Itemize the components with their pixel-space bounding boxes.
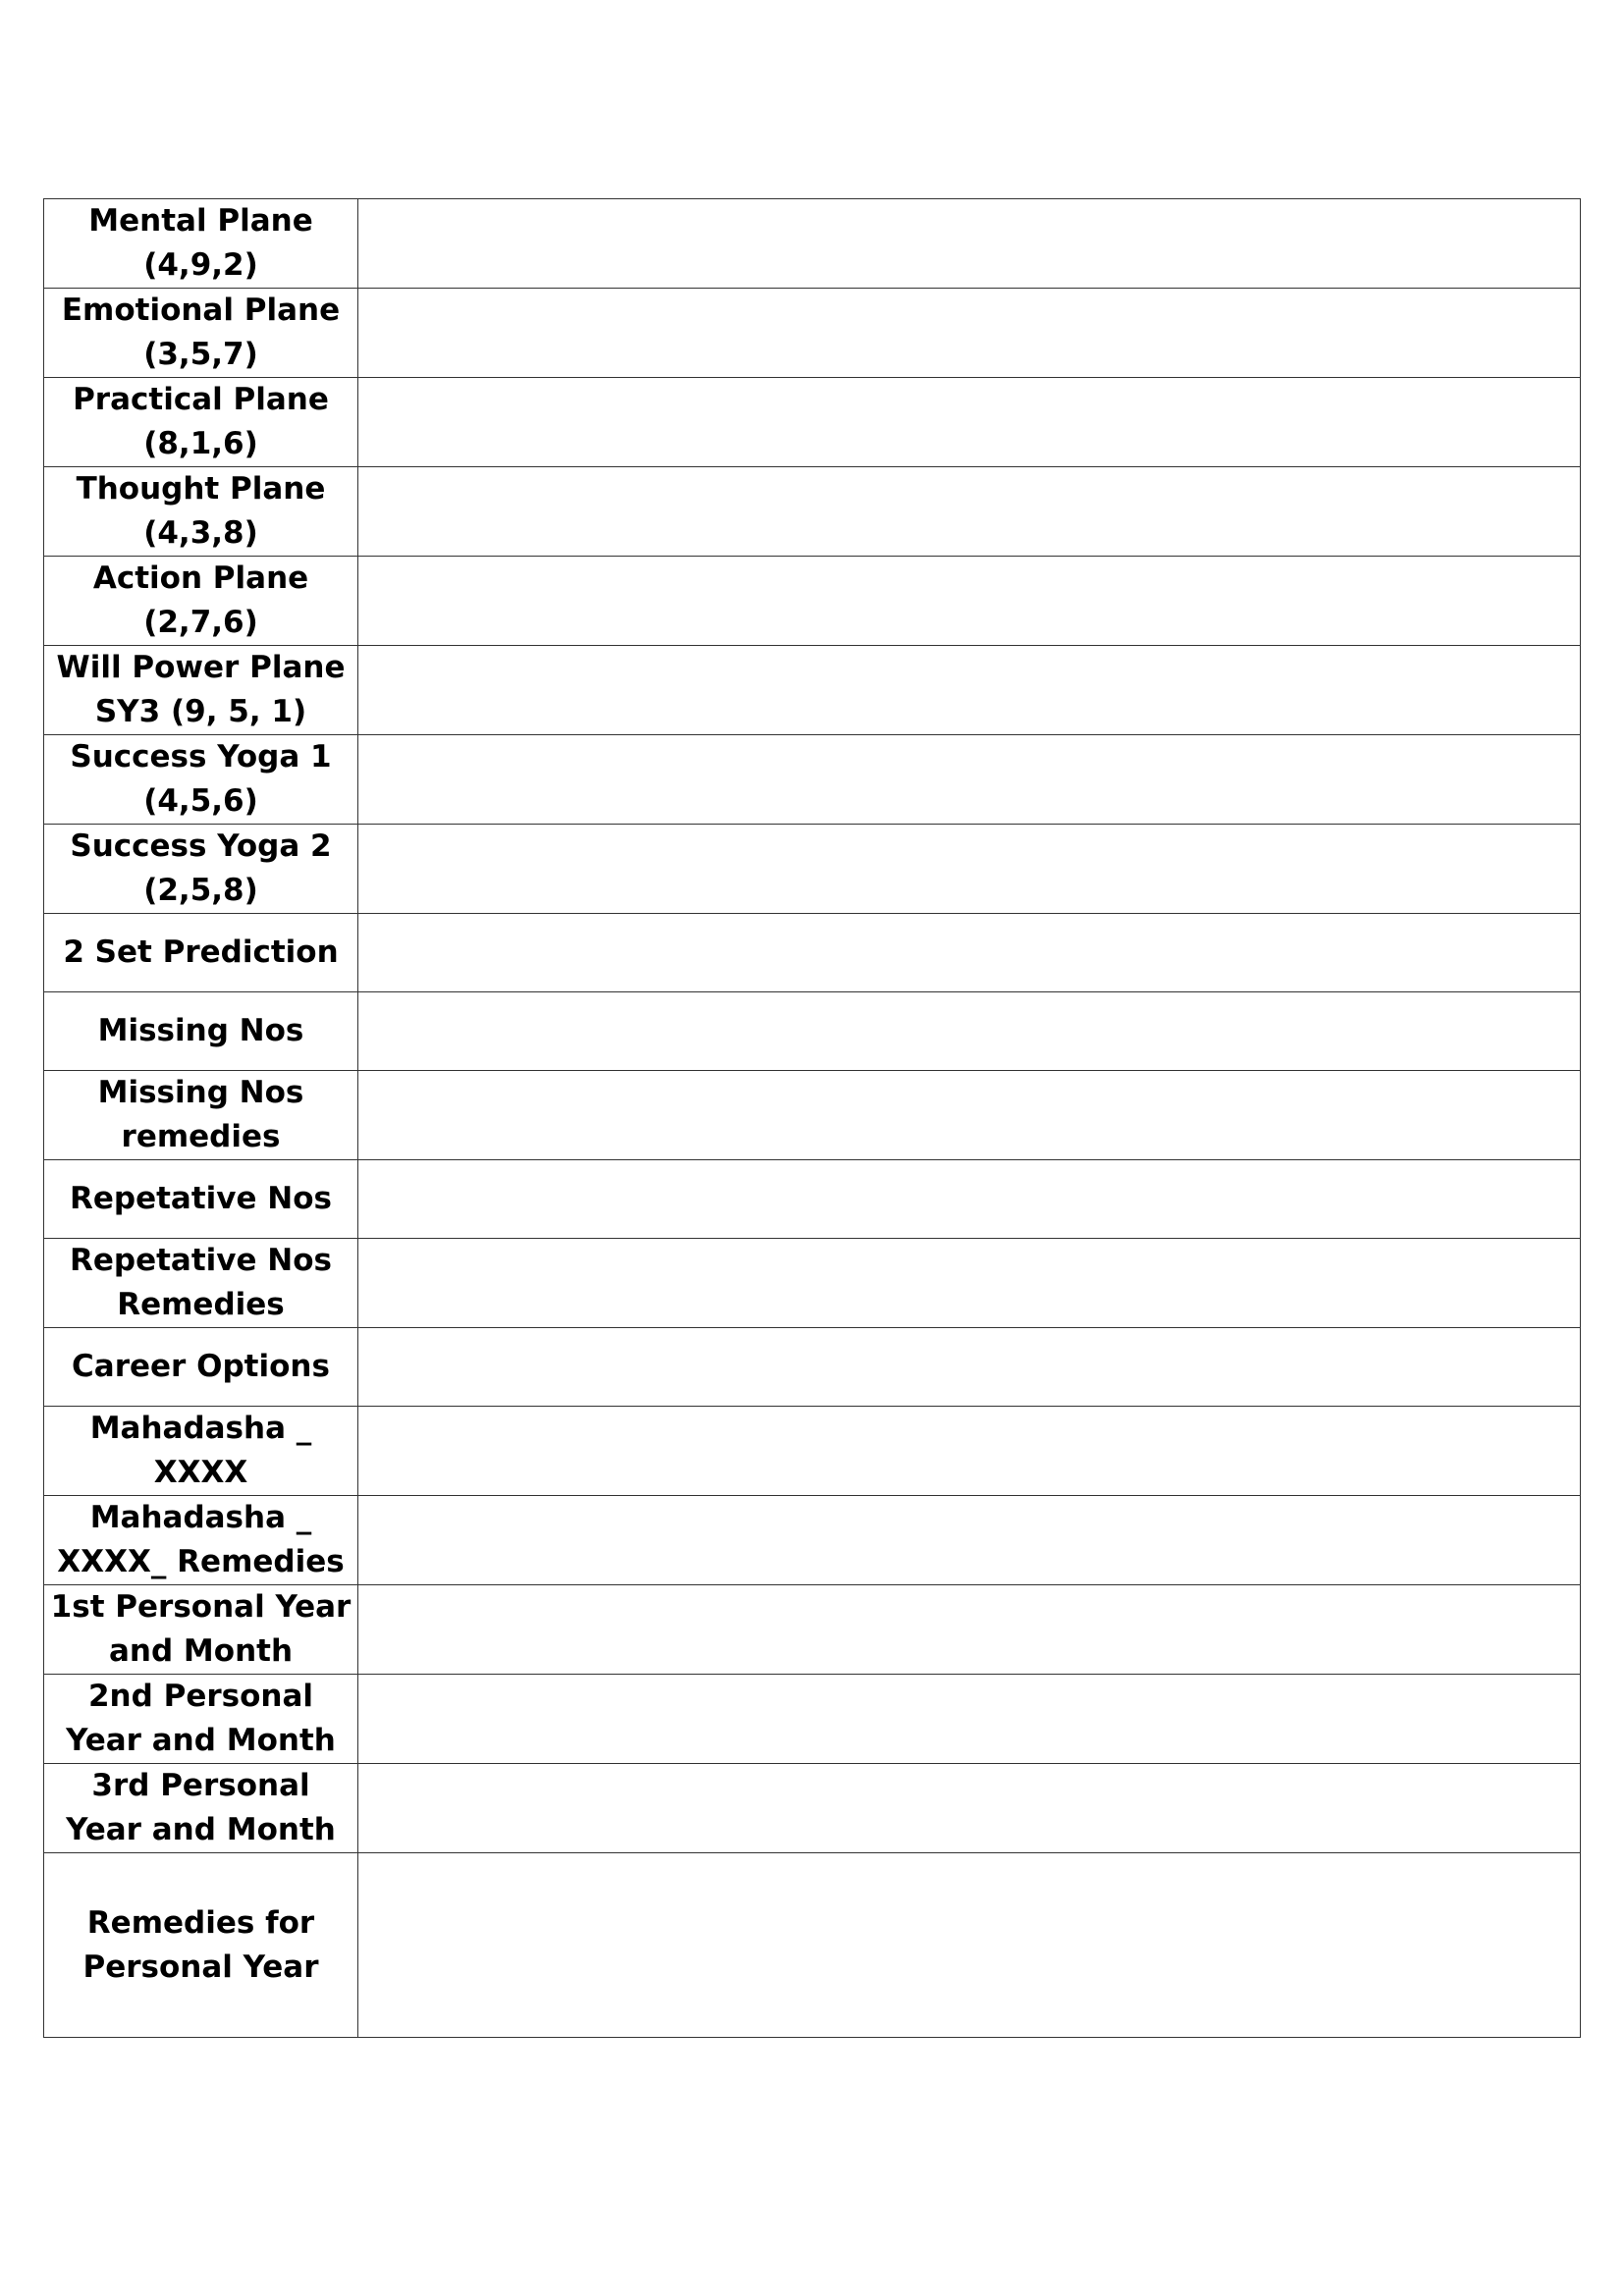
row-label xyxy=(44,1407,358,1496)
row-success-yoga-1 xyxy=(44,735,1581,825)
label-line-1: Thought Plane xyxy=(76,471,326,507)
value-cell[interactable] xyxy=(358,1585,1581,1675)
row-will-power-plane xyxy=(44,646,1581,735)
value-cell[interactable] xyxy=(358,557,1581,646)
row-missing-nos-remedies xyxy=(44,1071,1581,1160)
row-label xyxy=(44,1853,358,2038)
value-cell[interactable] xyxy=(358,1407,1581,1496)
label-line-1: Emotional Plane xyxy=(61,293,341,328)
value-cell[interactable] xyxy=(358,467,1581,557)
row-label xyxy=(44,1764,358,1853)
label-line-2: (4,5,6) xyxy=(143,783,258,819)
label-line-1: Career Options xyxy=(72,1349,330,1384)
numerology-report-table xyxy=(43,198,1581,2038)
row-label xyxy=(44,1239,358,1328)
row-emotional-plane xyxy=(44,289,1581,378)
label-line-2: (4,3,8) xyxy=(143,515,258,551)
row-repetative-nos xyxy=(44,1160,1581,1239)
label-line-2: (4,9,2) xyxy=(143,247,258,283)
row-label xyxy=(44,1328,358,1407)
row-1st-personal-year xyxy=(44,1585,1581,1675)
value-cell[interactable] xyxy=(358,1328,1581,1407)
label-line-1: 2nd Personal xyxy=(87,1679,314,1714)
row-label xyxy=(44,1160,358,1239)
value-cell[interactable] xyxy=(358,1675,1581,1764)
row-label xyxy=(44,914,358,992)
row-mahadasha xyxy=(44,1407,1581,1496)
label-line-1: 2 Set Prediction xyxy=(63,934,339,970)
row-remedies-personal-year xyxy=(44,1853,1581,2038)
label-line-1: Action Plane xyxy=(92,561,309,596)
label-line-2: Year and Month xyxy=(66,1723,336,1758)
row-thought-plane xyxy=(44,467,1581,557)
value-cell[interactable] xyxy=(358,1160,1581,1239)
label-line-1: Mahadasha _ xyxy=(89,1500,312,1535)
label-line-1: Will Power Plane xyxy=(56,650,346,685)
value-cell[interactable] xyxy=(358,646,1581,735)
label-line-1: Success Yoga 2 xyxy=(70,828,332,864)
label-line-1: Mahadasha _ xyxy=(89,1411,312,1446)
value-cell[interactable] xyxy=(358,1764,1581,1853)
value-cell[interactable] xyxy=(358,378,1581,467)
row-label xyxy=(44,1675,358,1764)
row-label xyxy=(44,378,358,467)
value-cell[interactable] xyxy=(358,992,1581,1071)
row-label xyxy=(44,1585,358,1675)
label-line-1: Success Yoga 1 xyxy=(70,739,332,774)
row-success-yoga-2 xyxy=(44,825,1581,914)
value-cell[interactable] xyxy=(358,289,1581,378)
label-line-2: (2,5,8) xyxy=(143,873,258,908)
label-line-2: Remedies xyxy=(117,1287,285,1322)
value-cell[interactable] xyxy=(358,735,1581,825)
label-line-1: Practical Plane xyxy=(73,382,329,417)
row-2nd-personal-year xyxy=(44,1675,1581,1764)
row-label xyxy=(44,646,358,735)
label-line-2: Year and Month xyxy=(66,1812,336,1847)
label-line-1: Missing Nos xyxy=(97,1075,304,1110)
row-career-options xyxy=(44,1328,1581,1407)
value-cell[interactable] xyxy=(358,1239,1581,1328)
label-line-1: Repetative Nos xyxy=(69,1181,332,1216)
label-line-1: Mental Plane xyxy=(88,203,313,239)
row-label xyxy=(44,992,358,1071)
label-line-1: 1st Personal Year xyxy=(50,1589,352,1625)
row-label xyxy=(44,557,358,646)
row-label xyxy=(44,1071,358,1160)
value-cell[interactable] xyxy=(358,199,1581,289)
value-cell[interactable] xyxy=(358,1496,1581,1585)
row-label xyxy=(44,289,358,378)
row-label xyxy=(44,1496,358,1585)
label-line-2: XXXX xyxy=(153,1455,248,1490)
row-2-set-prediction xyxy=(44,914,1581,992)
row-missing-nos xyxy=(44,992,1581,1071)
row-label xyxy=(44,199,358,289)
row-action-plane xyxy=(44,557,1581,646)
label-line-1: Repetative Nos xyxy=(69,1243,332,1278)
row-label xyxy=(44,467,358,557)
label-line-2: (8,1,6) xyxy=(143,426,258,461)
label-line-2: Personal Year xyxy=(82,1949,319,1985)
label-line-2: and Month xyxy=(108,1633,294,1669)
label-line-2: XXXX_ Remedies xyxy=(57,1544,345,1579)
label-line-2: (3,5,7) xyxy=(143,337,258,372)
label-line-2: remedies xyxy=(121,1119,281,1154)
value-cell[interactable] xyxy=(358,825,1581,914)
row-mahadasha-remedies xyxy=(44,1496,1581,1585)
row-3rd-personal-year xyxy=(44,1764,1581,1853)
row-practical-plane xyxy=(44,378,1581,467)
label-line-1: Missing Nos xyxy=(97,1013,304,1048)
value-cell[interactable] xyxy=(358,914,1581,992)
row-label xyxy=(44,825,358,914)
value-cell[interactable] xyxy=(358,1853,1581,2038)
row-label xyxy=(44,735,358,825)
value-cell[interactable] xyxy=(358,1071,1581,1160)
row-repetative-nos-remedies xyxy=(44,1239,1581,1328)
label-line-1: 3rd Personal xyxy=(91,1768,310,1803)
label-line-1: Remedies for xyxy=(86,1904,315,1941)
label-line-2: SY3 (9, 5, 1) xyxy=(94,694,307,729)
row-mental-plane xyxy=(44,199,1581,289)
label-line-2: (2,7,6) xyxy=(143,605,258,640)
